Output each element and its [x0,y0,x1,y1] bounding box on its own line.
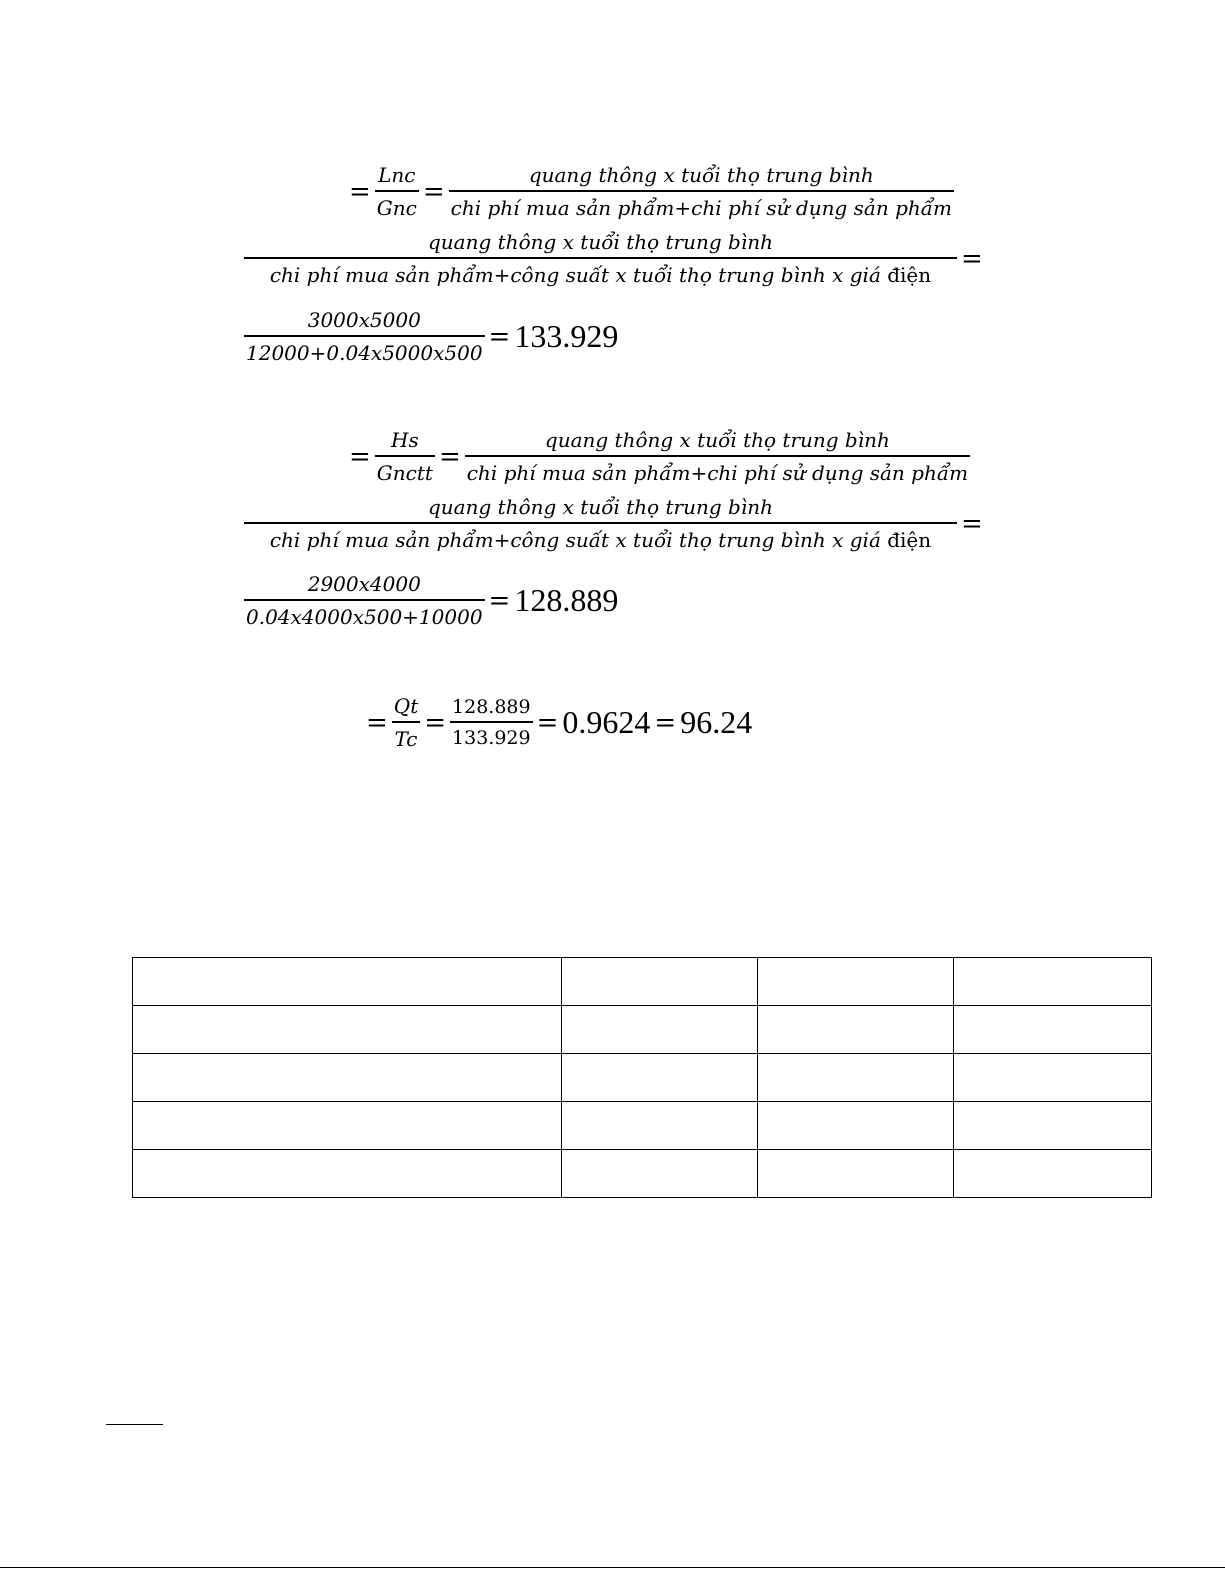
formula-2-ratio: $\frac{Hs}{\text{Gnctt}}$ [376,428,433,485]
formula-1-fraction: $\frac{\text{quang thông x tuổi thọ trung bình}}{\text{chi phí mua sản phẩm+chi phí sử dụng sản phẩm}}$ [450,163,952,220]
formula-3-result: 0.9624 [562,704,651,740]
empty-table [132,957,1152,1198]
table-cell [758,958,954,1006]
formula-2-fraction: $\frac{\text{quang thông x tuổi thọ trung bình}}{\text{chi phí mua sản phẩm+chi phí sử dụng sản phẩm}}$ [466,428,969,485]
formula-1-calc-fraction: $\frac{3000x5000}{12000+0.04x5000x500}$ [246,308,483,365]
table-row [133,1006,1152,1054]
page-bottom-edge [0,1567,1225,1568]
table-cell [954,1054,1152,1102]
table-cell [954,1006,1152,1054]
table-cell [758,1102,954,1150]
table-cell [133,1054,562,1102]
table-cell [954,1102,1152,1150]
formula-2-calc-fraction: $\frac{2900x4000}{0.04x4000x500+10000}$ [246,572,483,629]
formula-1-result: 133.929 [514,318,619,354]
table-cell [954,958,1152,1006]
table-row [133,1150,1152,1198]
formula-3: = $\frac{Qt}{Tc}$ = $\frac{128.889}{133.929}$ = 0.9624 = 96.24 [366,694,753,751]
table-row [133,1054,1152,1102]
formula-1-expansion: quang thông x tuổi thọ trung bình chi phí mua sản phẩm+công suất x tuổi thọ trung bình x giá điện = [244,230,987,287]
table-cell [562,958,758,1006]
formula-2-expansion: quang thông x tuổi thọ trung bình chi phí mua sản phẩm+công suất x tuổi thọ trung bình x giá điện = [244,495,987,552]
footnote-separator [106,1424,163,1425]
table-cell [562,1054,758,1102]
formula-3-ratio: $\frac{Qt}{Tc}$ [393,694,419,751]
table-cell [562,1006,758,1054]
table-row [133,1102,1152,1150]
table-cell [133,958,562,1006]
table-cell [133,1102,562,1150]
formula-1-definition: = $\frac{\text{Lnc}}{\text{Gnc}}$ = $\frac{\text{quang thông x tuổi thọ trung bình}}{\text{chi phí mua sản phẩm+chi phí sử dụng sản phẩm}}$ [349,163,952,220]
table-cell [758,1054,954,1102]
formula-1-ratio: $\frac{\text{Lnc}}{\text{Gnc}}$ [376,163,417,220]
table-row [133,958,1152,1006]
formula-2-calculation: $\frac{2900x4000}{0.04x4000x500+10000}$ = 128.889 [246,572,619,629]
formula-3-calc-fraction: $\frac{128.889}{133.929}$ [452,696,531,749]
formula-1-expanded-fraction: quang thông x tuổi thọ trung bình chi phí mua sản phẩm+công suất x tuổi thọ trung bình x giá điện [244,230,957,287]
table-cell [133,1006,562,1054]
formula-2-expanded-fraction: quang thông x tuổi thọ trung bình chi phí mua sản phẩm+công suất x tuổi thọ trung bình x giá điện [244,495,957,552]
formula-2-definition: = $\frac{Hs}{\text{Gnctt}}$ = $\frac{\text{quang thông x tuổi thọ trung bình}}{\text{chi phí mua sản phẩm+chi phí sử dụng sản phẩm}}$ [349,428,969,485]
table-cell [562,1102,758,1150]
table-cell [954,1150,1152,1198]
table-cell [133,1150,562,1198]
formula-1-calculation: $\frac{3000x5000}{12000+0.04x5000x500}$ = 133.929 [246,308,619,365]
table-cell [562,1150,758,1198]
table-cell [758,1150,954,1198]
formula-3-result-percent: 96.24 [680,704,753,740]
formula-2-result: 128.889 [514,582,619,618]
table-cell [758,1006,954,1054]
